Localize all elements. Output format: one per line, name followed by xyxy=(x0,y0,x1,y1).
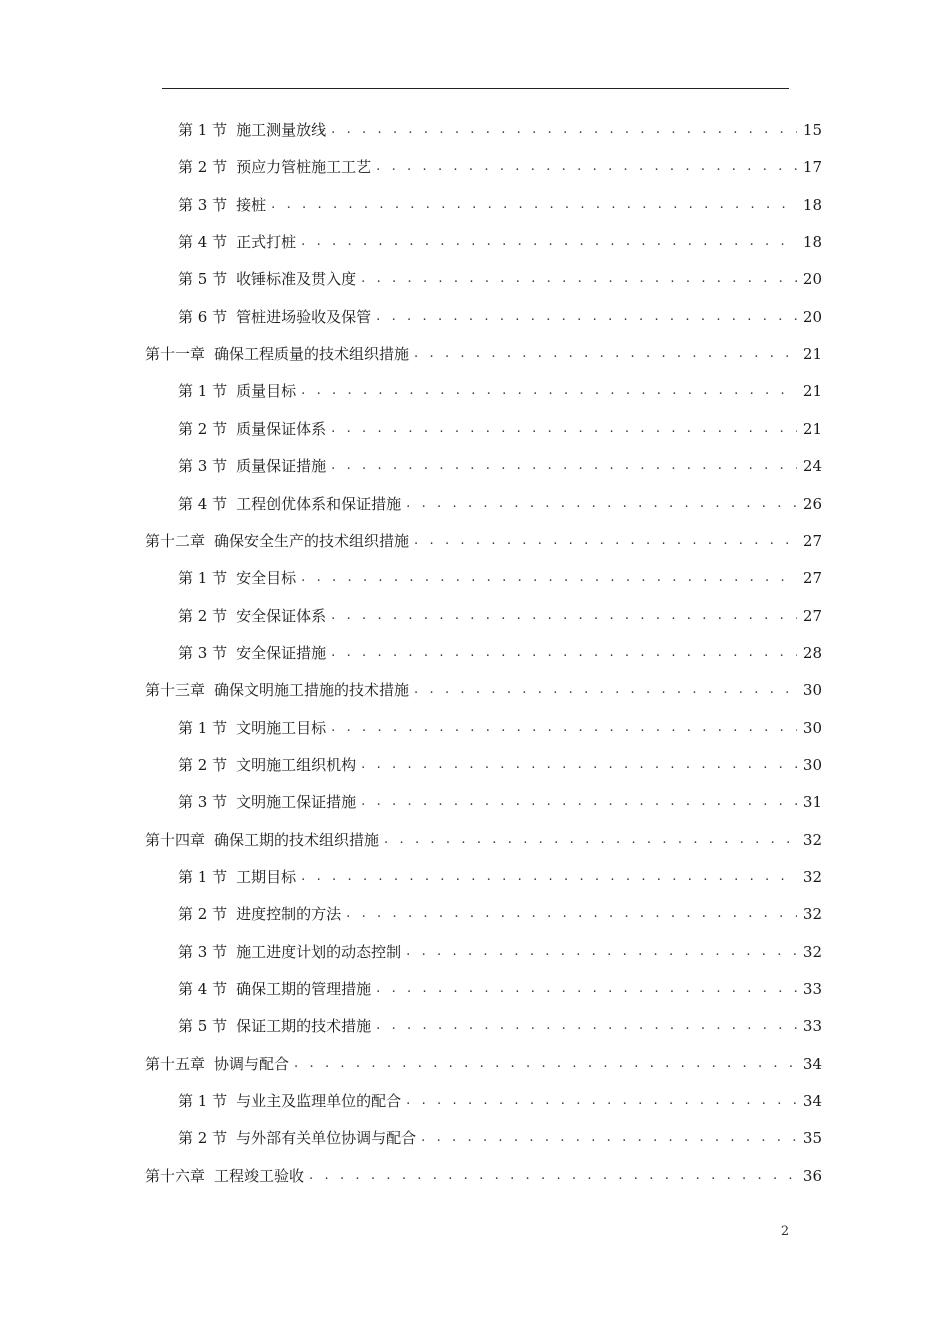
toc-dot-leader xyxy=(421,1128,797,1148)
toc-section-entry[interactable] xyxy=(178,784,822,820)
toc-dot-leader xyxy=(346,904,797,924)
toc-entry-number: 第 2 节 xyxy=(178,755,228,774)
toc-entry-page: 32 xyxy=(802,830,822,849)
toc-section-entry[interactable] xyxy=(178,261,822,297)
toc-section-entry[interactable] xyxy=(178,486,822,522)
toc-section-entry[interactable] xyxy=(178,598,822,634)
toc-entry-title: 进度控制的方法 xyxy=(236,905,342,924)
toc-dot-leader xyxy=(301,568,797,588)
toc-entry-number: 第 2 节 xyxy=(178,419,228,438)
page-number: 2 xyxy=(780,1224,790,1239)
toc-dot-leader xyxy=(376,979,797,999)
toc-entry-title: 质量保证体系 xyxy=(236,419,327,438)
toc-entry-number: 第 6 节 xyxy=(178,307,228,326)
toc-entry-page: 20 xyxy=(802,270,822,289)
toc-entry-number: 第 2 节 xyxy=(178,158,228,177)
toc-section-entry[interactable] xyxy=(178,934,822,970)
toc-dot-leader xyxy=(361,792,797,812)
toc-entry-page: 36 xyxy=(802,1166,822,1185)
toc-entry-page: 32 xyxy=(802,942,822,961)
toc-entry-number: 第 5 节 xyxy=(178,1017,228,1036)
toc-entry-number: 第 1 节 xyxy=(178,382,228,401)
toc-entry-page: 15 xyxy=(802,121,822,139)
toc-entry-title: 工期目标 xyxy=(236,868,297,886)
toc-entry-title: 预应力管桩施工工艺 xyxy=(236,158,372,177)
toc-entry-title: 确保工程质量的技术组织措施 xyxy=(214,345,410,364)
toc-entry-page: 35 xyxy=(802,1129,822,1148)
toc-dot-leader xyxy=(361,269,797,289)
toc-chapter-entry[interactable] xyxy=(145,523,822,559)
toc-entry-page: 30 xyxy=(802,718,822,737)
toc-section-entry[interactable] xyxy=(178,710,822,746)
toc-entry-page: 32 xyxy=(802,905,822,924)
toc-dot-leader xyxy=(301,867,797,887)
toc-entry-title: 质量保证措施 xyxy=(236,457,327,476)
toc-chapter-entry[interactable] xyxy=(145,1158,822,1194)
toc-dot-leader xyxy=(406,942,797,962)
toc-dot-leader xyxy=(271,195,797,215)
toc-entry-title: 接桩 xyxy=(236,195,267,214)
toc-section-entry[interactable] xyxy=(178,971,822,1007)
toc-section-entry[interactable] xyxy=(178,560,822,596)
toc-chapter-entry[interactable] xyxy=(145,1046,822,1082)
toc-dot-leader xyxy=(414,344,797,364)
toc-section-entry[interactable] xyxy=(178,859,822,895)
toc-entry-title: 确保工期的管理措施 xyxy=(236,980,372,999)
toc-entry-page: 17 xyxy=(802,158,822,177)
toc-entry-title: 安全目标 xyxy=(236,569,297,588)
toc-entry-title: 确保工期的技术组织措施 xyxy=(214,830,380,849)
toc-section-entry[interactable] xyxy=(178,112,822,148)
toc-entry-number: 第十三章 xyxy=(145,681,206,700)
toc-entry-page: 18 xyxy=(802,233,822,252)
toc-entry-page: 20 xyxy=(802,307,822,326)
toc-entry-title: 确保安全生产的技术组织措施 xyxy=(214,531,410,550)
toc-entry-title: 安全保证措施 xyxy=(236,643,327,662)
toc-entry-title: 工程竣工验收 xyxy=(214,1166,305,1185)
toc-section-entry[interactable] xyxy=(178,896,822,932)
toc-entry-title: 安全保证体系 xyxy=(236,606,327,625)
toc-entry-title: 管桩进场验收及保管 xyxy=(236,307,372,326)
toc-dot-leader xyxy=(414,531,797,551)
toc-entry-title: 工程创优体系和保证措施 xyxy=(236,494,402,513)
toc-entry-number: 第十六章 xyxy=(145,1166,206,1185)
toc-section-entry[interactable] xyxy=(178,1008,822,1044)
toc-dot-leader xyxy=(376,307,797,327)
toc-entry-title: 确保文明施工措施的技术措施 xyxy=(214,681,410,700)
toc-dot-leader xyxy=(331,606,797,626)
toc-dot-leader xyxy=(361,755,797,775)
toc-entry-number: 第 3 节 xyxy=(178,643,228,662)
toc-entry-page: 27 xyxy=(802,531,822,550)
toc-chapter-entry[interactable] xyxy=(145,672,822,708)
toc-entry-page: 27 xyxy=(802,606,822,625)
toc-entry-page: 32 xyxy=(802,868,822,886)
toc-entry-page: 21 xyxy=(802,345,822,364)
toc-entry-title: 质量目标 xyxy=(236,382,297,401)
toc-section-entry[interactable] xyxy=(178,149,822,185)
toc-entry-page: 34 xyxy=(802,1054,822,1073)
toc-entry-title: 保证工期的技术措施 xyxy=(236,1017,372,1036)
toc-entry-number: 第 1 节 xyxy=(178,718,228,737)
toc-dot-leader xyxy=(301,381,797,401)
toc-dot-leader xyxy=(331,643,797,663)
toc-entry-number: 第 5 节 xyxy=(178,270,228,289)
toc-section-entry[interactable] xyxy=(178,411,822,447)
toc-chapter-entry[interactable] xyxy=(145,822,822,858)
toc-entry-number: 第 1 节 xyxy=(178,569,228,588)
toc-entry-title: 文明施工保证措施 xyxy=(236,793,357,812)
toc-section-entry[interactable] xyxy=(178,747,822,783)
toc-entry-page: 21 xyxy=(802,419,822,438)
toc-entry-page: 33 xyxy=(802,980,822,999)
toc-entry-title: 与业主及监理单位的配合 xyxy=(236,1092,402,1111)
toc-dot-leader xyxy=(384,830,797,850)
toc-entry-number: 第 2 节 xyxy=(178,905,228,924)
toc-dot-leader xyxy=(301,232,797,252)
toc-section-entry[interactable] xyxy=(178,373,822,409)
toc-entry-page: 30 xyxy=(802,681,822,700)
toc-section-entry[interactable] xyxy=(178,299,822,335)
header-rule xyxy=(162,88,789,89)
toc-entry-number: 第 3 节 xyxy=(178,942,228,961)
toc-entry-page: 31 xyxy=(802,793,822,812)
toc-entry-number: 第十四章 xyxy=(145,830,206,849)
toc-entry-title: 协调与配合 xyxy=(214,1054,290,1073)
toc-entry-title: 正式打桩 xyxy=(236,233,297,252)
toc-entry-page: 18 xyxy=(802,195,822,214)
toc-entry-number: 第 4 节 xyxy=(178,494,228,513)
toc-entry-number: 第 4 节 xyxy=(178,233,228,252)
toc-entry-page: 33 xyxy=(802,1017,822,1036)
toc-section-entry[interactable] xyxy=(178,448,822,484)
toc-entry-title: 施工测量放线 xyxy=(236,121,327,139)
toc-entry-page: 27 xyxy=(802,569,822,588)
toc-dot-leader xyxy=(309,1166,797,1186)
toc-entry-number: 第 3 节 xyxy=(178,793,228,812)
toc-entry-page: 30 xyxy=(802,755,822,774)
toc-entry-number: 第 4 节 xyxy=(178,980,228,999)
toc-dot-leader xyxy=(294,1054,797,1074)
toc-entry-title: 收锤标准及贯入度 xyxy=(236,270,357,289)
toc-entry-number: 第 1 节 xyxy=(178,121,228,139)
toc-entry-number: 第 3 节 xyxy=(178,195,228,214)
toc-dot-leader xyxy=(331,718,797,738)
toc-dot-leader xyxy=(406,494,797,514)
toc-section-entry[interactable] xyxy=(178,187,822,223)
toc-dot-leader xyxy=(414,680,797,700)
toc-dot-leader xyxy=(331,120,797,140)
toc-entry-number: 第 1 节 xyxy=(178,868,228,886)
toc-section-entry[interactable] xyxy=(178,224,822,260)
toc-entry-page: 26 xyxy=(802,494,822,513)
toc-entry-number: 第 3 节 xyxy=(178,457,228,476)
toc-entry-title: 文明施工组织机构 xyxy=(236,755,357,774)
toc-entry-page: 28 xyxy=(802,643,822,662)
toc-entry-title: 施工进度计划的动态控制 xyxy=(236,942,402,961)
toc-entry-number: 第 2 节 xyxy=(178,1129,228,1148)
toc-entry-title: 与外部有关单位协调与配合 xyxy=(236,1129,417,1148)
toc-entry-page: 34 xyxy=(802,1092,822,1111)
toc-entry-title: 文明施工目标 xyxy=(236,718,327,737)
toc-chapter-entry[interactable] xyxy=(145,336,822,372)
toc-entry-number: 第十五章 xyxy=(145,1054,206,1073)
toc-entry-number: 第 1 节 xyxy=(178,1092,228,1111)
toc-dot-leader xyxy=(331,419,797,439)
toc-dot-leader xyxy=(376,1016,797,1036)
toc-dot-leader xyxy=(376,157,797,177)
toc-entry-number: 第十二章 xyxy=(145,531,206,550)
toc-section-entry[interactable] xyxy=(178,1083,822,1119)
toc-dot-leader xyxy=(331,456,797,476)
toc-dot-leader xyxy=(406,1091,797,1111)
toc-entry-number: 第十一章 xyxy=(145,345,206,364)
toc-entry-page: 21 xyxy=(802,382,822,401)
toc-section-entry[interactable] xyxy=(178,1120,822,1156)
toc-entry-page: 24 xyxy=(802,457,822,476)
toc-section-entry[interactable] xyxy=(178,635,822,671)
toc-entry-number: 第 2 节 xyxy=(178,606,228,625)
